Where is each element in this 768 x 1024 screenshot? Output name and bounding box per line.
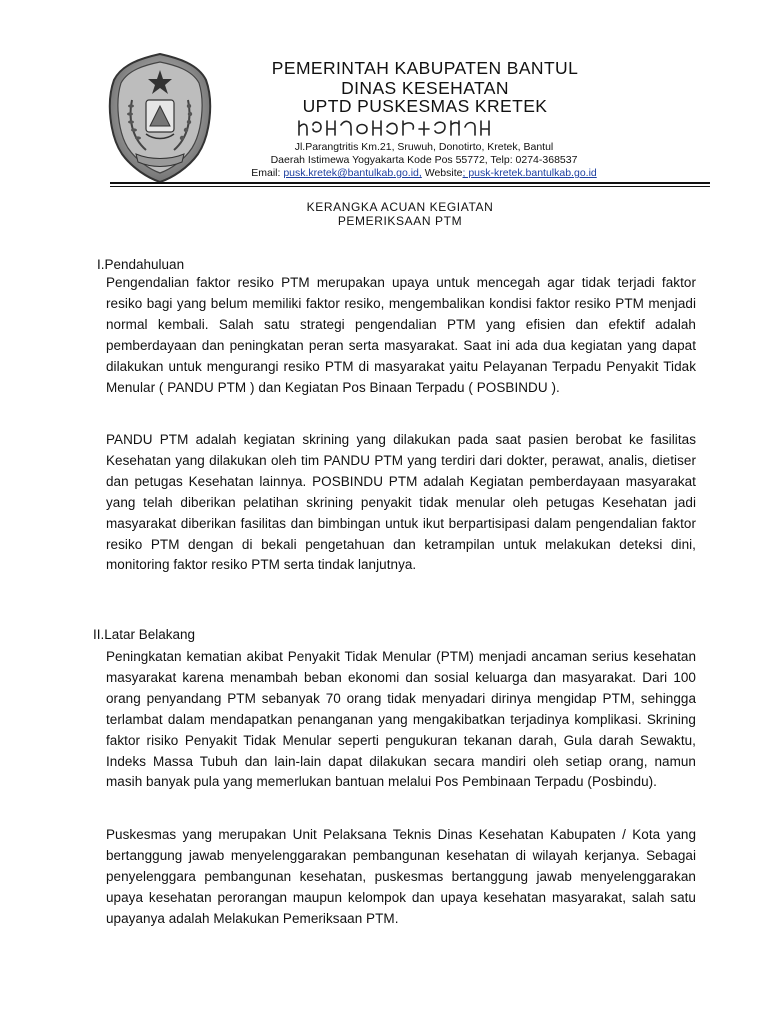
department-name: DINAS KESEHATAN [341,78,509,98]
website-label: Website [421,167,463,179]
javanese-script-icon [295,117,495,139]
letterhead-divider-thin [110,186,710,187]
pendahuluan-paragraph-1: Pengendalian faktor resiko PTM merupakan upaya untuk mencegah agar tidak terjadi faktor resiko bagi yang belum memiliki faktor resiko, mengembalikan kondisi faktor resiko PTM menjadi normal kembali. Salah satu strategi pengendalian PTM yang efisien dan efektif adalah pemberdayaan dan peningkatan peran serta masyarakat. Saat ini ada dua kegiatan yang dapat dilakukan untuk mengurangi resiko PTM di masyarakat yaitu Pelayanan Terpadu Penyakit Tidak Menular ( PANDU PTM ) dan Kegiatan Pos Binaan Terpadu ( POSBINDU ). [106,275,696,395]
office-name: UPTD PUSKESMAS KRETEK [302,96,548,116]
email-link[interactable]: pusk.kretek@bantulkab.go.id, [283,167,422,179]
section-heading-pendahuluan: I.Pendahuluan [97,257,185,272]
section-heading-latar-belakang: II.Latar Belakang [93,627,196,642]
letterhead-divider-thick [110,182,710,184]
address-line-2: Daerah Istimewa Yogyakarta Kode Pos 55772, Telp: 0274-368537 [270,154,578,166]
website-link[interactable]: ; pusk-kretek.bantulkab.go.id [462,167,597,179]
pendahuluan-paragraph-2: PANDU PTM adalah kegiatan skrining yang dilakukan pada saat pasien berobat ke fasilitas Kesehatan yang dilakukan oleh tim PANDU PTM yang terdiri dari dokter, perawat, analis, dietiser dan petugas Kesehatan lainnya. POSBINDU PTM adalah Kegiatan pemberdayaan masyarakat yang telah diberikan pelatihan skrining penyakit tidak menular oleh petugas Kesehatan jadi masyarakat diberikan fasilitas dan bimbingan untuk ikut berpartisipasi dalam pengendalian faktor resiko PTM dengan di bekali pengetahuan dan ketrampilan untuk melakukan deteksi dini, monitoring faktor resiko PTM serta tindak lanjutnya. [106,432,696,573]
document-title-line-1: KERANGKA ACUAN KEGIATAN [306,200,494,214]
latar-belakang-paragraph-2: Puskesmas yang merupakan Unit Pelaksana Teknis Dinas Kesehatan Kabupaten / Kota yang bertanggung jawab menyelenggarakan pembangunan kesehatan di wilayah kerjanya. Sebagai penyelenggara pembangunan kesehatan, puskesmas bertanggung jawab menyelenggarakan upaya kesehatan perorangan maupun kelompok dan upaya kesehatan masyarakat, salah satu upayanya adalah Melakukan Pemeriksaan PTM. [106,827,696,926]
contact-line [40,167,768,180]
document-title-line-2: PEMERIKSAAN PTM [337,214,463,228]
government-name: PEMERINTAH KABUPATEN BANTUL [271,58,579,78]
email-label: Email: [251,167,284,179]
latar-belakang-paragraph-1: Peningkatan kematian akibat Penyakit Tidak Menular (PTM) menjadi ancaman serius kesehatan masyarakat karena menambah beban ekonomi dan sosial keluarga dan masyarakat. Dari 100 orang penyandang PTM sebanyak 70 orang tidak menyadari dirinya mengidap PTM, sehingga terlambat dalam mendapatkan penanganan yang mengakibatkan terjadinya komplikasi. Skrining faktor risiko Penyakit Tidak Menular seperti pengukuran tekanan darah, Gula darah Sewaktu, Indeks Massa Tubuh dan lain-lain dapat dilakukan secara mandiri oleh setiap orang, namun masih banyak pula yang memerlukan bantuan melalui Pos Pembinaan Terpadu (Posbindu). [106,649,696,790]
address-line-1: Jl.Parangtritis Km.21, Sruwuh, Donotirto, Kretek, Bantul [294,141,554,153]
